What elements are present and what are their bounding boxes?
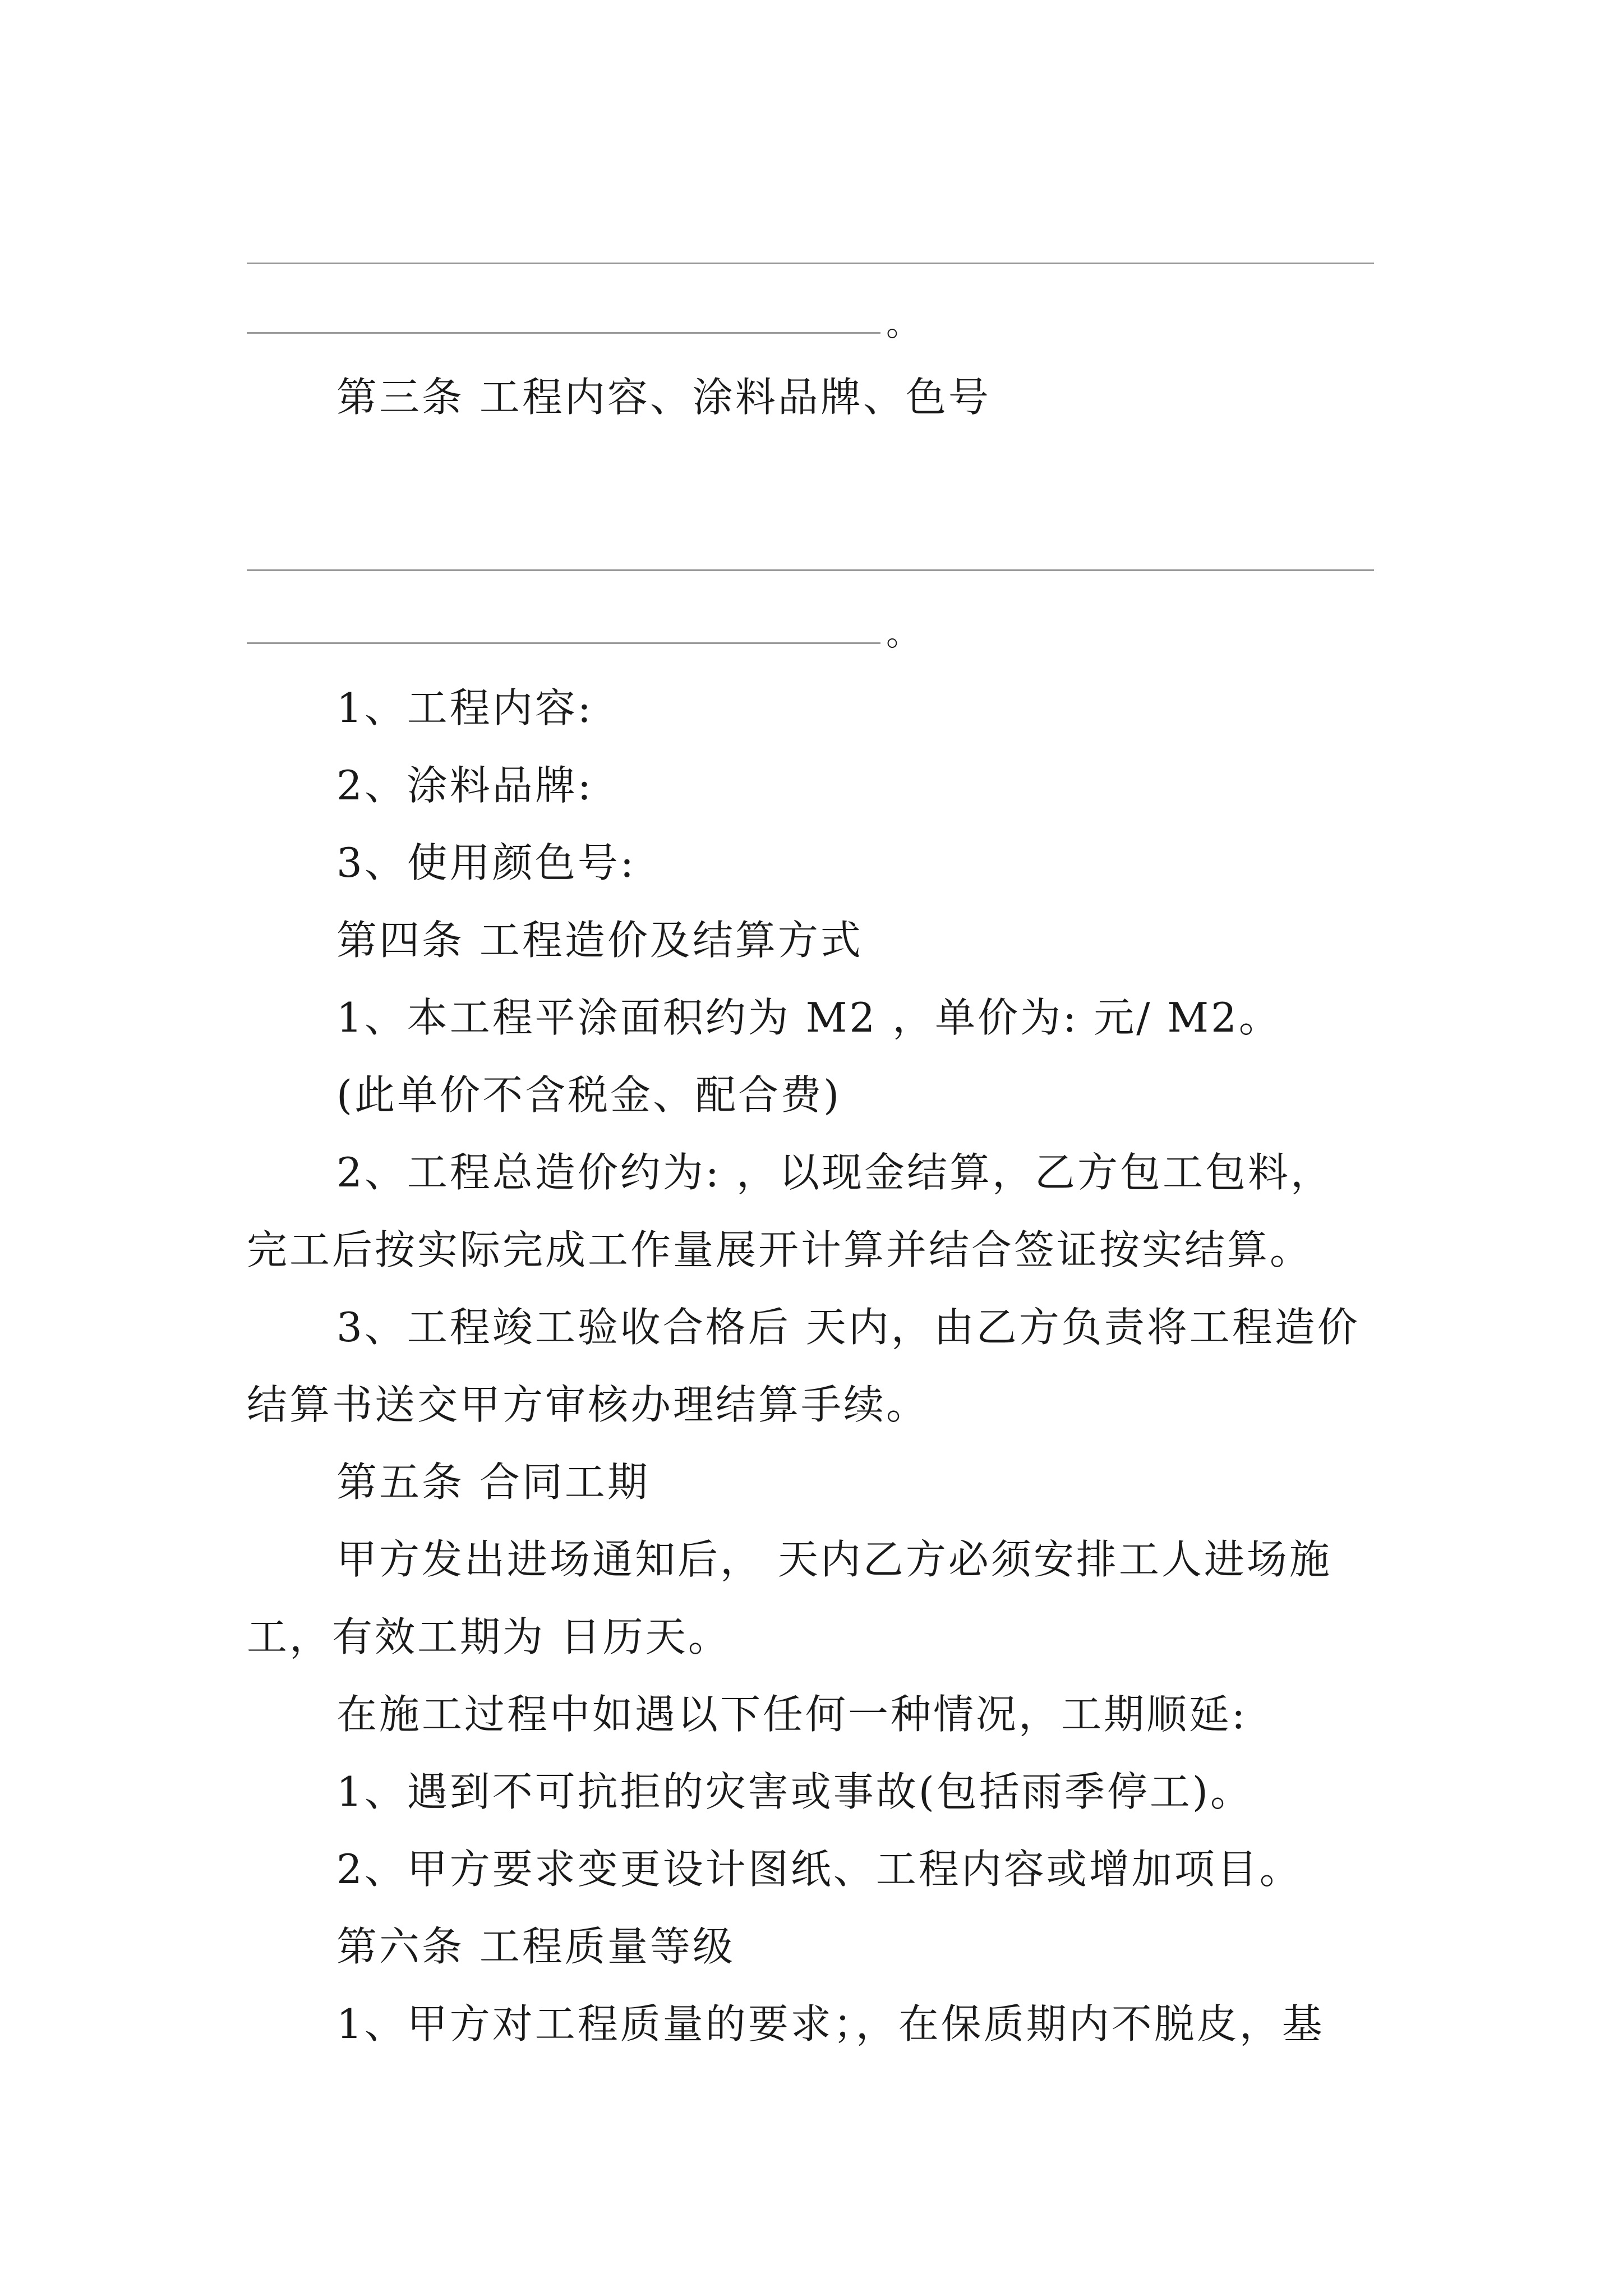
article-5-delay-item: 1、遇到不可抗拒的灾害或事故(包括雨季停工)。 (336, 1768, 1253, 1815)
blank-end-mark: 。 (886, 614, 920, 654)
article-5-paragraph: 甲方发出进场通知后， 天内乙方必须安排工人进场施 (336, 1536, 1332, 1583)
article-3-item: 1、工程内容: (336, 684, 594, 731)
article-4-item-1: 1、本工程平涂面积约为 M2 ，单价为: 元/ M2。 (336, 994, 1281, 1041)
blank-line (247, 332, 880, 334)
article-6-item-1: 1、甲方对工程质量的要求；，在保质期内不脱皮，基 (336, 2000, 1325, 2047)
article-5-heading: 第五条 合同工期 (336, 1458, 650, 1506)
article-6-heading: 第六条 工程质量等级 (336, 1923, 735, 1970)
article-5-delay-intro: 在施工过程中如遇以下任何一种情况，工期顺延: (336, 1691, 1248, 1738)
article-3-item: 3、使用颜色号: (336, 839, 637, 886)
blank-line (247, 642, 880, 644)
article-5-paragraph-cont: 工，有效工期为 日历天。 (247, 1613, 731, 1660)
blank-end-mark: 。 (886, 305, 920, 344)
article-3-item: 2、涂料品牌: (336, 762, 594, 809)
blank-line (247, 263, 1374, 264)
article-4-item-1-note: (此单价不含税金、配合费) (336, 1071, 842, 1119)
article-4-item-3: 3、工程竣工验收合格后 天内，由乙方负责将工程造价 (336, 1304, 1360, 1351)
article-4-item-2: 2、工程总造价约为: ，以现金结算，乙方包工包料， (336, 1149, 1333, 1196)
blank-line (247, 569, 1374, 571)
article-4-item-3-cont: 结算书送交甲方审核办理结算手续。 (247, 1381, 929, 1428)
article-5-delay-item: 2、甲方要求变更设计图纸、工程内容或增加项目。 (336, 1846, 1302, 1893)
article-3-heading: 第三条 工程内容、涂料品牌、色号 (336, 374, 991, 421)
article-4-item-2-cont: 完工后按实际完成工作量展开计算并结合签证按实结算。 (247, 1226, 1313, 1273)
article-4-heading: 第四条 工程造价及结算方式 (336, 917, 863, 964)
